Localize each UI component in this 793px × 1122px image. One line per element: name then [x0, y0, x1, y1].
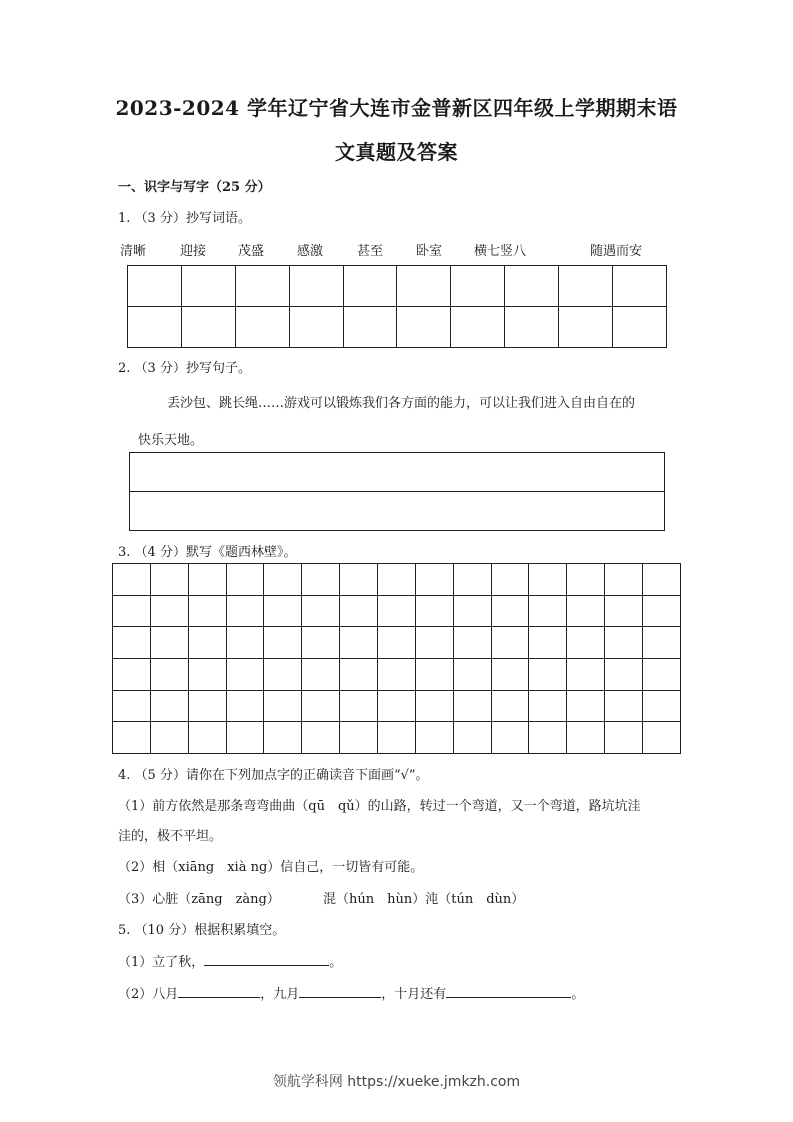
q4-item3-part2: 混（hún hùn）沌（tún dùn）: [323, 892, 525, 907]
q4-prompt: 4. （5 分）请你在下列加点字的正确读音下面画“√”。: [118, 768, 429, 783]
page-footer: 领航学科网 https://xueke.jmkzh.com: [272, 1074, 521, 1090]
q1-word: 迎接: [180, 244, 207, 259]
q1-prompt: 1. （3 分）抄写词语。: [118, 211, 251, 226]
q5-item1-answer-blank[interactable]: [204, 953, 329, 966]
q2-prompt: 2. （3 分）抄写句子。: [118, 361, 251, 376]
q2-writing-box[interactable]: [129, 452, 665, 531]
q5-prompt: 5. （10 分）根据积累填空。: [118, 923, 286, 938]
q5-item2-mid2: ，十月还有: [381, 987, 447, 1002]
page-title-line1: 2023-2024 学年辽宁省大连市金普新区四年级上学期期末语: [115, 96, 678, 120]
q3-prompt: 3. （4 分）默写《题西林壁》。: [118, 545, 297, 560]
q1-word: 茂盛: [238, 244, 265, 259]
q5-item2-blank-3[interactable]: [446, 985, 571, 998]
q5-item2-blank-1[interactable]: [178, 985, 260, 998]
q5-item2-blank-2[interactable]: [299, 985, 381, 998]
q5-item2-mid1: ，九月: [260, 987, 300, 1002]
q4-item1-line1: （1）前方依然是那条弯弯曲曲（qū qǔ）的山路，转过一个弯道，又一个弯道，路坑坑洼: [118, 799, 641, 814]
q4-item1-line2: 洼的，极不平坦。: [118, 829, 223, 844]
q1-writing-grid[interactable]: [127, 265, 667, 348]
page-title-line2: 文真题及答案: [335, 140, 458, 164]
q1-word: 随遇而安: [590, 244, 643, 259]
q4-item3-part1: （3）心脏（zāng zàng）: [118, 892, 280, 907]
q3-writing-grid[interactable]: [112, 563, 681, 754]
q5-item2: [118, 983, 584, 1002]
q5-item1-suffix: 。: [329, 955, 343, 970]
q5-item1: [118, 951, 342, 970]
q5-item2-prefix: （2）八月: [118, 987, 179, 1002]
q1-word: 横七竖八: [474, 244, 527, 259]
section-heading: 一、识字与写字（25 分）: [118, 180, 271, 195]
q1-word: 清晰: [120, 244, 147, 259]
q1-word: 感激: [297, 244, 324, 259]
q5-item1-prefix: （1）立了秋，: [118, 955, 205, 970]
q1-word: 卧室: [416, 244, 443, 259]
q1-word: 甚至: [357, 244, 384, 259]
q4-item2: （2）相（xiāng xià ng）信自己，一切皆有可能。: [118, 860, 424, 875]
q2-sentence-line2: 快乐天地。: [138, 433, 204, 448]
q5-item2-suffix: 。: [571, 987, 585, 1002]
q2-sentence-line1: 丢沙包、跳长绳……游戏可以锻炼我们各方面的能力，可以让我们进入自由自在的: [167, 396, 636, 411]
